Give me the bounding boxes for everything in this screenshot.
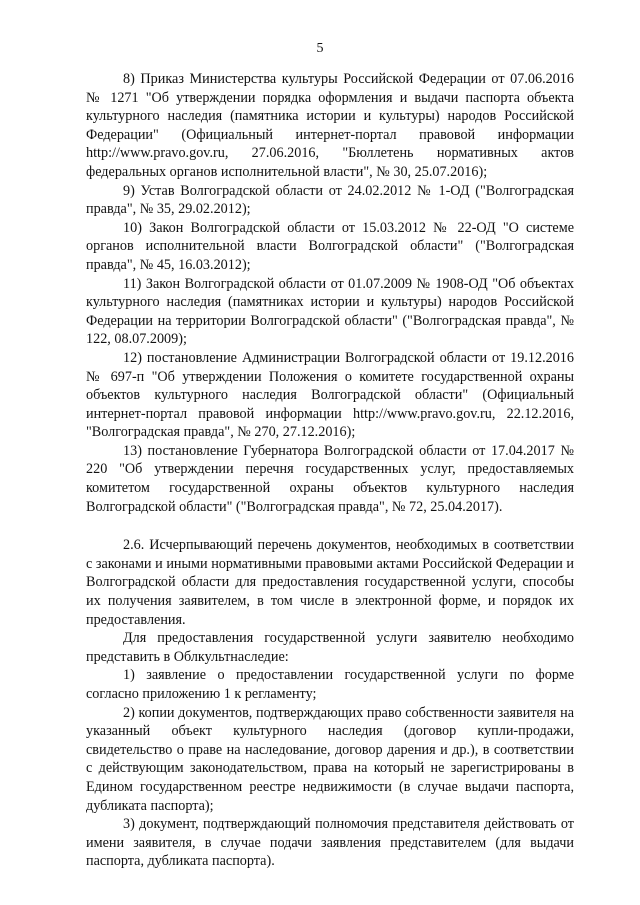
requirement-item-2: 2) копии документов, подтверждающих право собственности заявителя на указанный объект культурного наследия (договор купли-продажи, свидетельство о праве на наследование, договор дарения и др.), в соответствии с действующим законодательством, права на который не зарегистрированы в Едином государственном реестре недвижимости (в случае выдачи паспорта, дубликата паспорта); — [86, 704, 574, 814]
list-item-12: 12) постановление Администрации Волгоградской области от 19.12.2016 № 697-п "Об утверждении Положения о комитете государственной охраны объектов культурного наследия Волгоградской области" (Официальный интернет-портал правовой информации http://www.pravo.gov.ru, 22.12.2016, "Волгоградская правда", № 270, 27.12.2016); — [86, 349, 574, 441]
document-body — [86, 70, 574, 871]
requirements-intro: Для предоставления государственной услуги заявителю необходимо представить в Облкультнаследие: — [86, 630, 574, 665]
requirement-item-1: 1) заявление о предоставлении государственной услуги по форме согласно приложению 1 к регламенту; — [86, 667, 574, 702]
list-item-9: 9) Устав Волгоградской области от 24.02.2012 № 1-ОД ("Волгоградская правда", № 35, 29.02.2012); — [86, 182, 574, 218]
list-item-11: 11) Закон Волгоградской области от 01.07.2009 № 1908-ОД "Об объектах культурного наследия (памятниках истории и культуры) народов Российской Федерации на территории Волгоградской области" ("Волгоградская правда", № 122, 08.07.2009); — [86, 275, 574, 348]
list-item-10: 10) Закон Волгоградской области от 15.03.2012 № 22-ОД "О системе органов исполнительной власти Волгоградской области" ("Волгоградская правда", № 45, 16.03.2012); — [86, 219, 574, 273]
list-item-8: 8) Приказ Министерства культуры Российской Федерации от 07.06.2016 № 1271 "Об утверждении порядка оформления и выдачи паспорта объекта культурного наследия (памятника истории и культуры) народов Российской Федерации" (Официальный интернет-портал правовой информации http://www.pravo.gov.ru, 27.06.2016, "Бюллетень нормативных актов федеральных органов исполнительной власти", № 30, 25.07.2016); — [86, 71, 574, 180]
requirement-item-3: 3) документ, подтверждающий полномочия представителя действовать от имени заявителя, в случае подачи заявления представителем (для выдачи паспорта, дубликата паспорта). — [86, 816, 574, 870]
list-item-13: 13) постановление Губернатора Волгоградской области от 17.04.2017 № 220 "Об утверждении перечня государственных услуг, предоставляемых комитетом государственной охраны объектов культурного наследия Волгоградской области" ("Волгоградская правда", № 72, 25.04.2017). — [86, 442, 574, 515]
section-2-6-heading: 2.6. Исчерпывающий перечень документов, необходимых в соответствии с законами и иными нормативными правовыми актами Российской Федерации и Волгоградской области для предоставления государственной услуги, способы их получения заявителем, в том числе в электронной форме, и порядок их предоставления. — [86, 537, 574, 628]
page-number: 5 — [316, 41, 324, 56]
section-spacer — [86, 516, 574, 536]
